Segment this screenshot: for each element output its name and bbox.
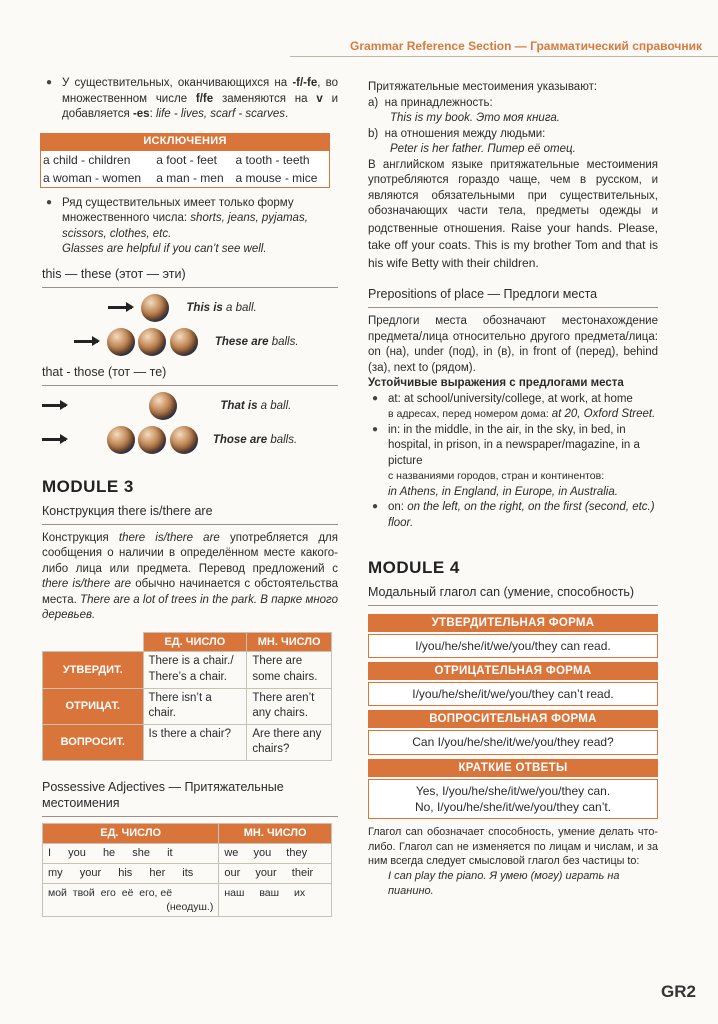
ball-icon [107,328,135,356]
section-title: Grammar Reference Section — Грамматический справочник [350,39,702,53]
table-row: УТВЕРДИТ. There is a chair./ There’s a chair. There are some chairs. [43,652,332,688]
exceptions-title: ИСКЛЮЧЕНИЯ [40,133,330,150]
possessive-example-b: Peter is her father. Питер её отец. [390,143,576,156]
plural-only-rule: ● Ряд существительных имеет только форму множественного числа: shorts, jeans, pyjamas, scissors, clothes, etc. Glasses are helpful if you can’t see well. [42,196,338,258]
col-header-plural: МН. ЧИСЛО [247,632,332,652]
possessive-heading: Possessive Adjectives — Притяжательные местоимения [42,779,338,818]
this-sentence: This is a ball. [186,301,257,314]
possessive-point-b: b) на отношения между людьми: [368,127,546,140]
page-label: GR2 [661,982,696,1002]
these-sentence: These are balls. [214,335,299,348]
question-form: Can I/you/he/she/it/we/you/they read? [368,730,658,754]
prepositions-paragraph: Предлоги места обозначают местонахождение предмета/лица относительно другого предмета/лица: on (на), under (под), in (в), in front of (перед), behind (за), next to (рядом). [368,315,658,374]
possessive-table [42,823,332,917]
possessive-intro: Притяжательные местоимения указывают: [368,81,598,93]
table-row: I you he she it we you they [43,844,332,864]
negative-title: ОТРИЦАТЕЛЬНАЯ ФОРМА [368,662,658,680]
arrow-icon [74,340,98,343]
possessive-example-a: This is my book. Это моя книга. [390,112,560,125]
there-is-table [42,632,332,761]
affirmative-form: I/you/he/she/it/we/you/they can read. [368,634,658,658]
possessive-paragraph: В английском языке притяжательные местоимения употребляются гораздо чаще, чем в русском, и являются обязательными при существительных, обозначающих части тела, предметы одежды и родственные отношения. Raise your hands. Please, take off your coats. This is my brother Tom and that is his wife Betty with their children. [368,158,658,270]
those-sentence: Those are balls. [212,433,298,446]
those-row [42,426,338,456]
this-row [108,294,338,324]
that-sentence: That is a ball. [220,399,292,412]
question-title: ВОПРОСИТЕЛЬНАЯ ФОРМА [368,710,658,728]
ball-icon [138,426,166,454]
module4-title: MODULE 4 [368,558,460,578]
ball-icon [138,328,166,356]
exceptions-box [40,133,330,188]
this-these-heading: this — these (этот — эти) [42,266,338,288]
can-note: Глагол can обозначает способность, умение делать что-либо. Глагол can не изменяется по лицам и числам, и за ним всегда следует смысловой глагол без частицы to: [368,826,658,868]
table-row: my your his her its our your their [43,864,332,884]
table-row [43,632,332,652]
prep-on-item: ● on: on the left, on the right, on the first (second, etc.) floor. [368,500,658,531]
fixed-expressions-title: Устойчивые выражения с предлогами места [368,377,624,390]
table-row: ОТРИЦАТ. There isn’t a chair. There aren’t any chairs. [43,688,332,724]
table-row: ВОПРОСИТ. Is there a chair? Are there any chairs? [43,724,332,760]
that-row [42,392,338,422]
arrow-icon [108,306,132,309]
module3-paragraph: Конструкция there is/there are употребляется для сообщения о наличии в определённом месте какого-либо лица или предмета. Перевод предложений с there is/there are обычно начинается с обстоятельства места. There are a lot of trees in the park. В парке много деревьев. [42,531,338,622]
ball-icon [170,328,198,356]
col-header-singular: ЕД. ЧИСЛО [43,824,219,844]
plural-rule: ● У существительных, оканчивающихся на -f/-fe, во множественном числе f/fe заменяются на v и добавляется -es: life - lives, scarf - scarves. [42,76,338,123]
these-row [74,328,338,358]
prep-at-item: ● at: at school/university/college, at work, at home в адресах, перед номером дома: at 20, Oxford Street. [368,392,658,423]
module3-title: MODULE 3 [42,476,134,496]
negative-form: I/you/he/she/it/we/you/they can’t read. [368,682,658,706]
affirmative-title: УТВЕРДИТЕЛЬНАЯ ФОРМА [368,614,658,632]
short-answers: Yes, I/you/he/she/it/we/you/they can. No, I/you/he/she/it/we/you/they can’t. [368,779,658,819]
col-header-plural: МН. ЧИСЛО [219,824,332,844]
ball-icon [170,426,198,454]
table-row: a woman - women a man - men a mouse - mice [43,170,318,185]
arrow-icon [42,404,66,407]
module3-subtitle: Конструкция there is/there are [42,503,338,525]
col-header-singular: ЕД. ЧИСЛО [143,632,247,652]
right-column [368,80,658,898]
ball-icon [141,294,169,322]
prepositions-heading: Prepositions of place — Предлоги места [368,286,658,308]
short-answers-title: КРАТКИЕ ОТВЕТЫ [368,759,658,777]
ball-icon [149,392,177,420]
possessive-point-a: a) на принадлежность: [368,96,493,109]
module4-section [368,557,658,898]
ball-icon [107,426,135,454]
can-example: I can play the piano. Я умею (могу) играть на пианино. [388,869,620,897]
that-those-heading: that - those (тот — те) [42,364,338,386]
left-column [42,76,338,917]
exceptions-table [40,150,330,188]
arrow-icon [42,438,66,441]
table-row: мой твой его её его, её (неодуш.) наш ваш их [43,883,332,916]
table-row [43,824,332,844]
prep-in-item: ● in: in the middle, in the air, in the sky, in bed, in hospital, in prison, in a newspaper/magazine, in a picture с названиями городов, стран и континентов: in Athens, in England, in Europe, in Australia. [368,423,658,501]
table-row: a child - children a foot - feet a tooth - teeth [43,152,310,167]
module4-subtitle: Модальный глагол can (умение, способность) [368,584,658,606]
